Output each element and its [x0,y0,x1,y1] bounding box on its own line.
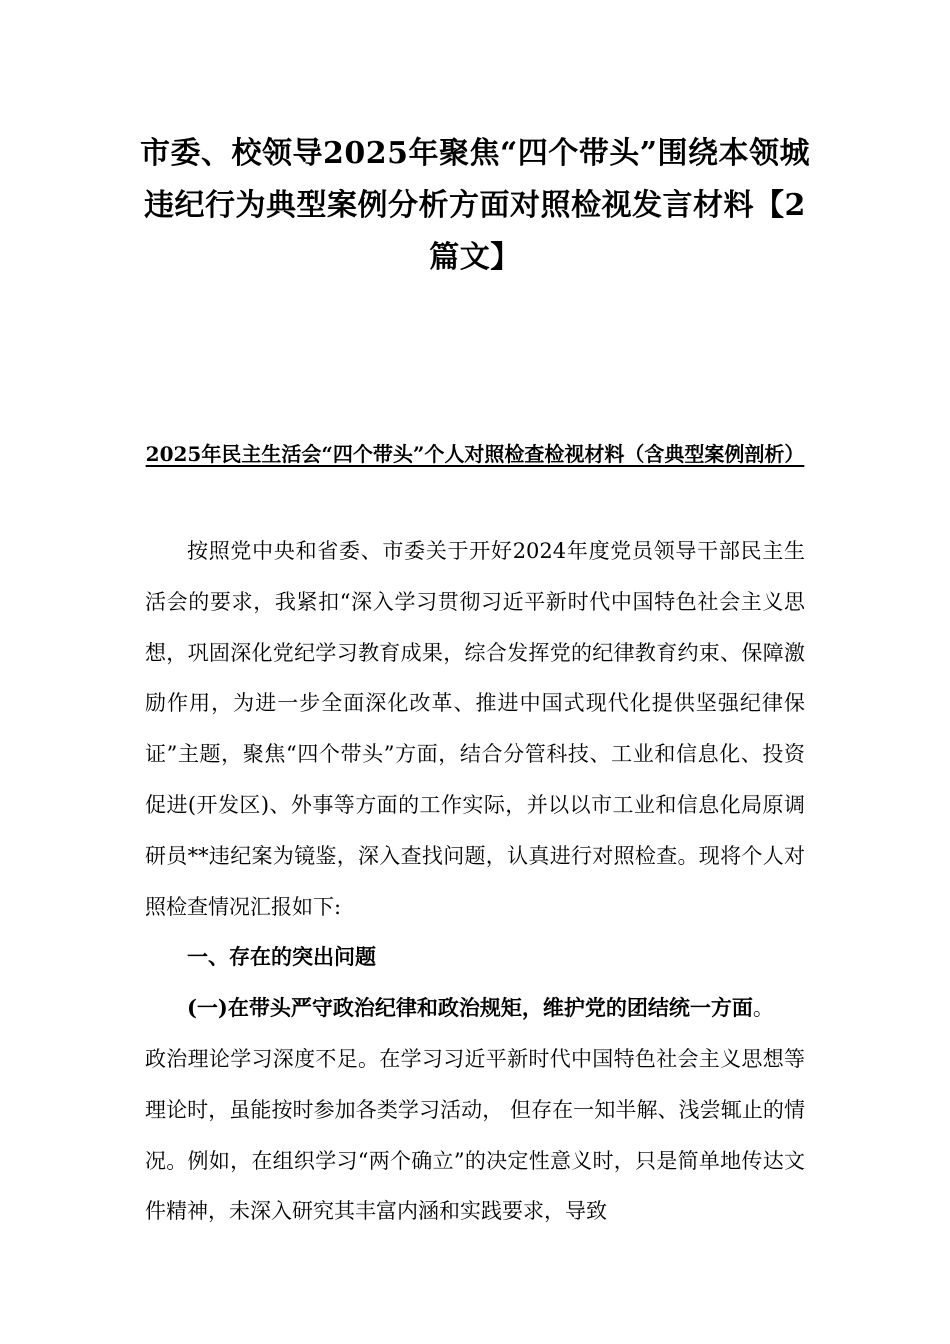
section-heading: 一、存在的突出问题 [187,944,376,970]
intro-paragraph: 按照党中央和省委、市委关于开好2024年度党员领导干部民主生活会的要求，我紧扣“深入学习贯彻习近平新时代中国特色社会主义思想，巩固深化党纪学习教育成果，综合发挥党的纪律教育约束、保障激励作用，为进一步全面深化改革、推进中国式现代化提供坚强纪律保证”主题，聚焦“四个带头”方面，结合分管科技、工业和信息化、投资促进(开发区)、外事等方面的工作实际，并以以市工业和信息化局原调研员**违纪案为镜鉴，深入查找问题，认真进行对照检查。现将个人对照检查情况汇报如下: [145,539,805,919]
document-main-title: 市委、校领导2025年聚焦“四个带头”围绕本领城违纪行为典型案例分析方面对照检视发言材料【2篇文】 [139,136,810,275]
document-body [145,526,805,1237]
subsection-heading-punct: 。 [752,996,774,1021]
subsection-heading-line [145,983,805,1034]
subsection-heading: (一)在带头严守政治纪律和政治规矩，维护党的团结统一方面 [187,995,753,1021]
document-sub-title: 2025年民主生活会“四个带头”个人对照检查检视材料（含典型案例剖析） [145,442,805,466]
body-paragraph: 政治理论学习深度不足。在学习习近平新时代中国特色社会主义思想等理论时，虽能按时参加各类学习活动， 但存在一知半解、浅尝辄止的情况。例如，在组织学习“两个确立”的决定性意义时，只是简单地传达文件精神，未深入研究其丰富内涵和实践要求，导致 [145,1046,805,1224]
